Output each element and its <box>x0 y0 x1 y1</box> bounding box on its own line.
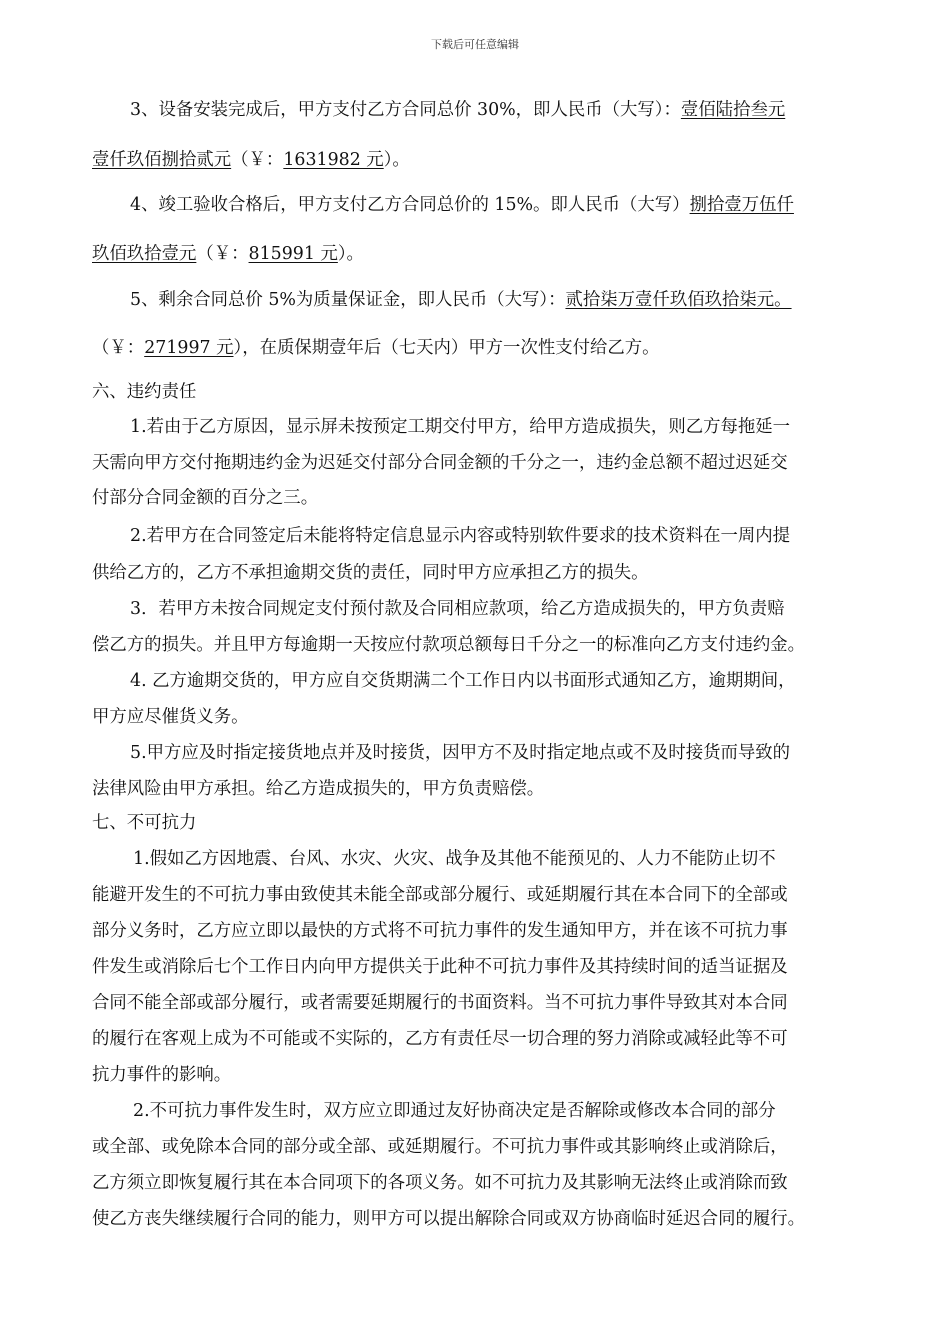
payment-3-line-1: 3、设备安装完成后，甲方支付乙方合同总价 30%，即人民币（大写）：壹佰陆拾叁元 <box>130 100 786 120</box>
payment-3-amount-words-2: 壹仟玖佰捌拾贰元 <box>92 150 232 170</box>
section-7-line: 合同不能全部或部分履行，或者需要延期履行的书面资料。当不可抗力事件导致其对本合同 <box>92 993 788 1013</box>
section-7-line: 部分义务时，乙方应立即以最快的方式将不可抗力事件的发生通知甲方，并在该不可抗力事 <box>92 921 788 941</box>
section-7-line: 件发生或消除后七个工作日内向甲方提供关于此种不可抗力事件及其持续时间的适当证据及 <box>92 957 788 977</box>
section-7-heading: 七、不可抗力 <box>92 813 197 833</box>
section-6-line: 付部分合同金额的百分之三。 <box>92 488 319 508</box>
section-7-line: 能避开发生的不可抗力事由致使其未能全部或部分履行、或延期履行其在本合同下的全部或 <box>92 885 788 905</box>
section-6-line: 天需向甲方交付拖期违约金为迟延交付部分合同金额的千分之一，违约金总额不超过迟延交 <box>92 453 788 473</box>
section-6-line: 4. 乙方逾期交货的，甲方应自交货期满二个工作日内以书面形式通知乙方，逾期期间， <box>130 671 796 691</box>
section-7-line: 2.不可抗力事件发生时，双方应立即通过友好协商决定是否解除或修改本合同的部分 <box>133 1101 776 1121</box>
page-header: 下载后可任意编辑 <box>431 38 519 51</box>
section-6-line: 3．若甲方未按合同规定支付预付款及合同相应款项，给乙方造成损失的，甲方负责赔 <box>130 599 785 619</box>
payment-3-amount-number: 1631982 元 <box>283 150 384 170</box>
section-7-line: 抗力事件的影响。 <box>92 1065 232 1085</box>
section-7-line: 乙方须立即恢复履行其在本合同项下的各项义务。如不可抗力及其影响无法终止或消除而致 <box>92 1173 788 1193</box>
payment-3-line-2: 壹仟玖佰捌拾贰元（￥：1631982 元）。 <box>92 150 410 170</box>
payment-5-amount-number: 271997 元 <box>144 338 234 358</box>
payment-4-line-1: 4、竣工验收合格后，甲方支付乙方合同总价的 15%。即人民币（大写）捌拾壹万伍仟 <box>130 195 794 215</box>
payment-3-amount-words-1: 壹佰陆拾叁元 <box>680 100 786 120</box>
section-6-line: 供给乙方的，乙方不承担逾期交货的责任，同时甲方应承担乙方的损失。 <box>92 563 649 583</box>
payment-4-amount-words-2: 玖佰玖拾壹元 <box>92 244 197 264</box>
payment-5-line-1: 5、剩余合同总价 5%为质量保证金，即人民币（大写）：贰拾柒万壹仟玖佰玖拾柒元。 <box>130 290 792 310</box>
payment-4-amount-words-1: 捌拾壹万伍仟 <box>689 195 794 215</box>
section-7-line: 1.假如乙方因地震、台风、水灾、火灾、战争及其他不能预见的、人力不能防止切不 <box>133 849 776 869</box>
section-6-heading: 六、违约责任 <box>92 382 197 402</box>
section-6-line: 法律风险由甲方承担。给乙方造成损失的，甲方负责赔偿。 <box>92 779 545 799</box>
section-7-line: 的履行在客观上成为不可能或不实际的，乙方有责任尽一切合理的努力消除或减轻此等不可 <box>92 1029 788 1049</box>
payment-5-line-2: （￥：271997 元），在质保期壹年后（七天内）甲方一次性支付给乙方。 <box>92 338 660 358</box>
section-7-line: 或全部、或免除本合同的部分或全部、或延期履行。不可抗力事件或其影响终止或消除后， <box>92 1137 788 1157</box>
payment-4-amount-number: 815991 元 <box>248 244 338 264</box>
section-6-line: 甲方应尽催货义务。 <box>92 707 249 727</box>
section-6-line: 5.甲方应及时指定接货地点并及时接货，因甲方不及时指定地点或不及时接货而导致的 <box>130 743 791 763</box>
section-6-line: 1.若由于乙方原因，显示屏未按预定工期交付甲方，给甲方造成损失，则乙方每拖延一 <box>130 417 791 437</box>
payment-4-line-2: 玖佰玖拾壹元（￥：815991 元）。 <box>92 244 364 264</box>
section-6-line: 2.若甲方在合同签定后未能将特定信息显示内容或特别软件要求的技术资料在一周内提 <box>130 526 791 546</box>
section-6-line: 偿乙方的损失。并且甲方每逾期一天按应付款项总额每日千分之一的标准向乙方支付违约金。 <box>92 635 806 655</box>
payment-5-amount-words: 贰拾柒万壹仟玖佰玖拾柒元。 <box>565 290 792 310</box>
section-7-line: 使乙方丧失继续履行合同的能力，则甲方可以提出解除合同或双方协商临时延迟合同的履行。 <box>92 1209 806 1229</box>
